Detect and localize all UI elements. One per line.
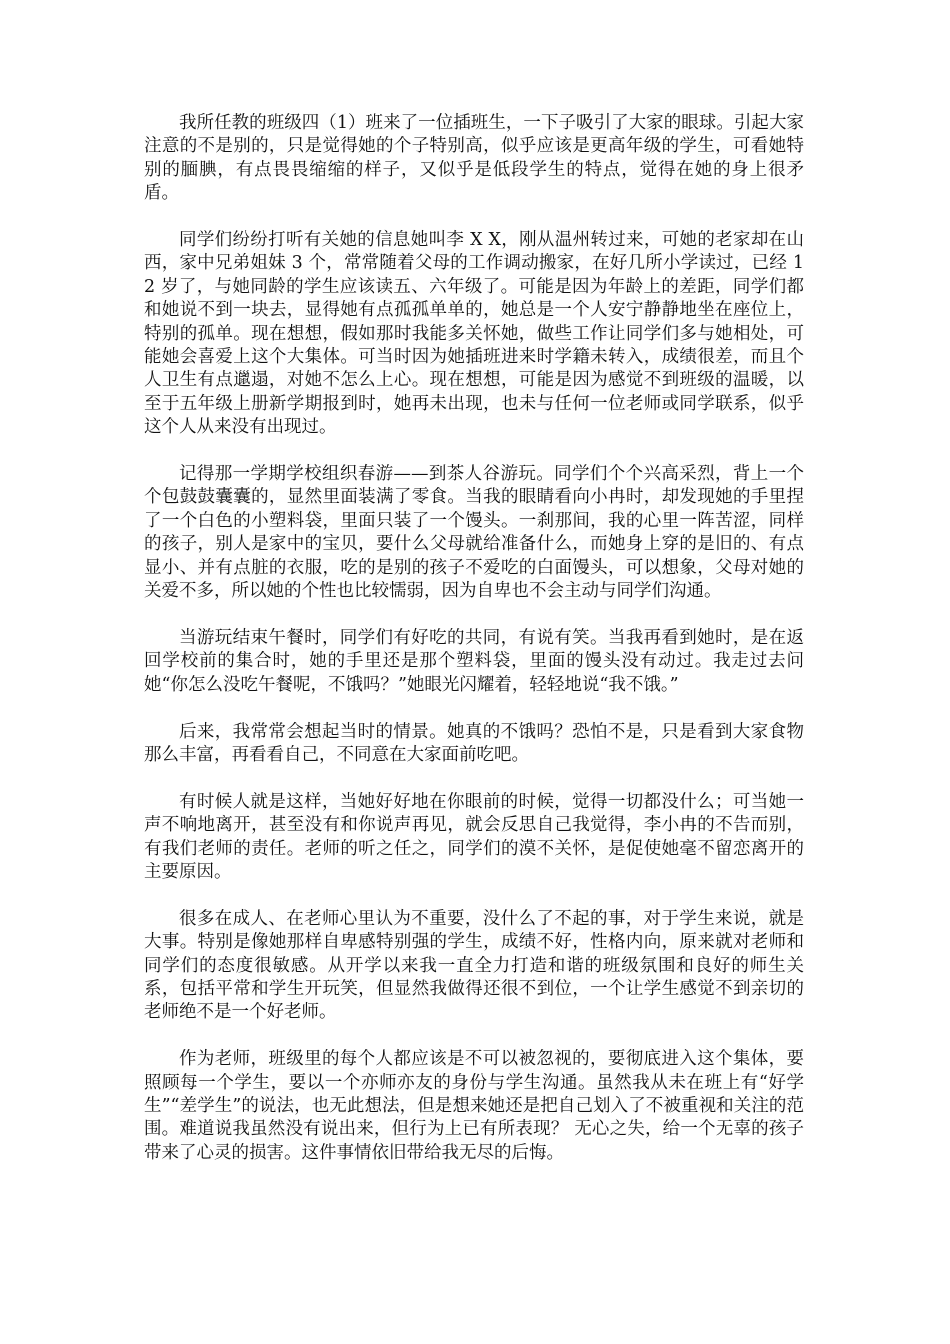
paragraph-4: 当游玩结束午餐时，同学们有好吃的共同，有说有笑。当我再看到她时，是在返回学校前的集合时，她的手里还是那个塑料袋，里面的馒头没有动过。我走过去问她“你怎么没吃午餐呢，不饿吗？”她眼光闪耀着，轻轻地说“我不饿。” [144,627,804,695]
paragraph-8: 作为老师，班级里的每个人都应该是不可以被忽视的，要彻底进入这个集体，要照顾每一个学生，要以一个亦师亦友的身份与学生沟通。虽然我从未在班上有“好学生”“差学生”的说法，也无此想法，但是想来她还是把自己划入了不被重视和关注的范围。难道说我虽然没有说出来，但行为上已有所表现？ 无心之失，给一个无辜的孩子带来了心灵的损害。这件事情依旧带给我无尽的后悔。 [144,1049,804,1163]
paragraph-2: 同学们纷纷打听有关她的信息她叫李 X X，刚从温州转过来，可她的老家却在山西，家中兄弟姐妹 3 个，常常随着父母的工作调动搬家，在好几所小学读过，已经 12 岁了，与她同龄的学生应该读五、六年级了。可能是因为年龄上的差距，同学们都和她说不到一块去，显得她有点孤孤单单的，她总是一个人安宁静静地坐在座位上，特别的孤单。现在想想，假如那时我能多关怀她，做些工作让同学们多与她相处，可能她会喜爱上这个大集体。可当时因为她插班进来时学籍未转入，成绩很差，而且个人卫生有点邋遢，对她不怎么上心。现在想想，可能是因为感觉不到班级的温暖，以至于五年级上册新学期报到时，她再未出现，也未与任何一位老师或同学联系，似乎这个人从来没有出现过。 [144,230,804,438]
document-body [144,112,804,1165]
paragraph-7: 很多在成人、在老师心里认为不重要，没什么了不起的事，对于学生来说，就是大事。特别是像她那样自卑感特别强的学生，成绩不好，性格内向，原来就对老师和同学们的态度很敏感。从开学以来我一直全力打造和谐的班级氛围和良好的师生关系，包括平常和学生开玩笑，但显然我做得还很不到位，一个让学生感觉不到亲切的老师绝不是一个好老师。 [144,908,804,1023]
paragraph-1: 我所任教的班级四（1）班来了一位插班生，一下子吸引了大家的眼球。引起大家注意的不是别的，只是觉得她的个子特别高，似乎应该是更高年级的学生，可看她特别的腼腆，有点畏畏缩缩的样子，又似乎是低段学生的特点，觉得在她的身上很矛盾。 [144,113,804,204]
paragraph-5: 后来，我常常会想起当时的情景。她真的不饿吗？恐怕不是，只是看到大家食物那么丰富，再看看自己，不同意在大家面前吃吧。 [144,721,804,765]
paragraph-3: 记得那一学期学校组织春游——到茶人谷游玩。同学们个个兴高采烈，背上一个个包鼓鼓囊囊的，显然里面装满了零食。当我的眼睛看向小冉时，却发现她的手里捏了一个白色的小塑料袋，里面只装了一个馒头。一刹那间，我的心里一阵苦涩，同样的孩子，别人是家中的宝贝，要什么父母就给准备什么，而她身上穿的是旧的、有点显小、并有点脏的衣服，吃的是别的孩子不爱吃的白面馒头，可以想象，父母对她的关爱不多，所以她的个性也比较懦弱，因为自卑也不会主动与同学们沟通。 [144,464,804,602]
paragraph-6: 有时候人就是这样，当她好好地在你眼前的时候，觉得一切都没什么；可当她一声不响地离开，甚至没有和你说声再见，就会反思自己我觉得，李小冉的不告而别，有我们老师的责任。老师的听之任之，同学们的漠不关怀，是促使她毫不留恋离开的主要原因。 [144,791,804,882]
